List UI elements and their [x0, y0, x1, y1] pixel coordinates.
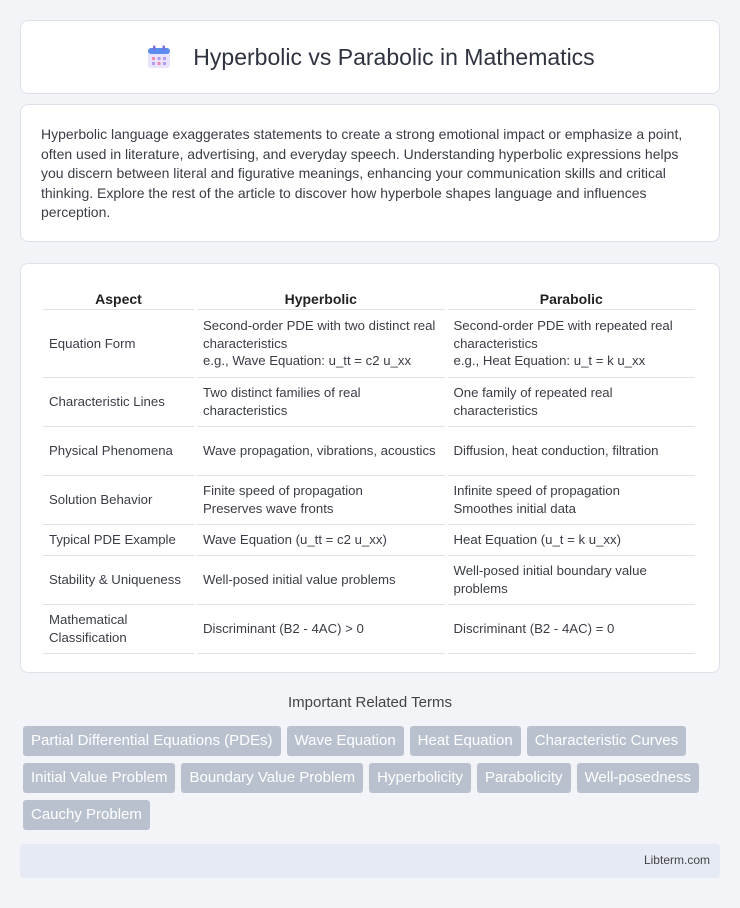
table-row: [43, 556, 695, 605]
cell-hyperbolic: Wave propagation, vibrations, acoustics: [197, 427, 444, 476]
table-row: [43, 605, 695, 654]
cell-parabolic: Discriminant (B2 - 4AC) = 0: [448, 605, 696, 654]
calendar-icon: [145, 43, 173, 71]
cell-parabolic: One family of repeated real characteristics: [448, 378, 696, 427]
column-header-parabolic: Parabolic: [448, 284, 696, 310]
cell-parabolic: Heat Equation (u_t = k u_xx): [448, 525, 696, 556]
table-row: [43, 476, 695, 525]
cell-aspect: Stability & Uniqueness: [43, 556, 194, 605]
tag-boundary-value-problem[interactable]: Boundary Value Problem: [181, 763, 363, 793]
cell-parabolic: Infinite speed of propagation Smoothes initial data: [448, 476, 696, 525]
comparison-card: [20, 263, 720, 673]
cell-hyperbolic: Two distinct families of real characteristics: [197, 378, 444, 427]
intro-card: [20, 104, 720, 242]
tag-characteristic-curves[interactable]: Characteristic Curves: [527, 726, 686, 756]
footer: [20, 844, 720, 878]
cell-parabolic: Well-posed initial boundary value problems: [448, 556, 696, 605]
cell-aspect: Mathematical Classification: [43, 605, 194, 654]
intro-text: Hyperbolic language exaggerates statements to create a strong emotional impact or emphasize a point, often used in literature, advertising, and everyday speech. Understanding hyperbolic expressions helps you discern between literal and figurative meanings, enhancing your communication skills and critical thinking. Explore the rest of the article to discover how hyperbole shapes language and influences perception.: [41, 126, 683, 221]
cell-hyperbolic: Second-order PDE with two distinct real characteristics e.g., Wave Equation: u_tt = c2 u_xx: [197, 310, 444, 378]
page-title: Hyperbolic vs Parabolic in Mathematics: [193, 43, 595, 70]
cell-hyperbolic: Discriminant (B2 - 4AC) > 0: [197, 605, 444, 654]
column-header-hyperbolic: Hyperbolic: [197, 284, 444, 310]
tag-parabolicity[interactable]: Parabolicity: [477, 763, 571, 793]
cell-aspect: Characteristic Lines: [43, 378, 194, 427]
cell-hyperbolic: Well-posed initial value problems: [197, 556, 444, 605]
table-row: [43, 525, 695, 556]
table-row: [43, 310, 695, 378]
comparison-table: [40, 284, 698, 654]
tag-cauchy-problem[interactable]: Cauchy Problem: [23, 800, 150, 830]
related-terms-list: [23, 726, 713, 830]
related-terms-title: Important Related Terms: [288, 694, 452, 711]
tag-pdes[interactable]: Partial Differential Equations (PDEs): [23, 726, 281, 756]
cell-parabolic: Second-order PDE with repeated real characteristics e.g., Heat Equation: u_t = k u_xx: [448, 310, 696, 378]
tag-initial-value-problem[interactable]: Initial Value Problem: [23, 763, 175, 793]
footer-brand-link[interactable]: Libterm.com: [643, 853, 710, 867]
cell-hyperbolic: Finite speed of propagation Preserves wave fronts: [197, 476, 444, 525]
tag-well-posedness[interactable]: Well-posedness: [577, 763, 699, 793]
tag-heat-equation[interactable]: Heat Equation: [410, 726, 521, 756]
tag-hyperbolicity[interactable]: Hyperbolicity: [369, 763, 471, 793]
cell-aspect: Typical PDE Example: [43, 525, 194, 556]
cell-aspect: Physical Phenomena: [43, 427, 194, 476]
table-row: [43, 427, 695, 476]
cell-parabolic: Diffusion, heat conduction, filtration: [448, 427, 696, 476]
cell-aspect: Equation Form: [43, 310, 194, 378]
tag-wave-equation[interactable]: Wave Equation: [287, 726, 404, 756]
column-header-aspect: Aspect: [43, 284, 194, 310]
header-card: [20, 20, 720, 94]
table-row: [43, 378, 695, 427]
cell-aspect: Solution Behavior: [43, 476, 194, 525]
cell-hyperbolic: Wave Equation (u_tt = c2 u_xx): [197, 525, 444, 556]
